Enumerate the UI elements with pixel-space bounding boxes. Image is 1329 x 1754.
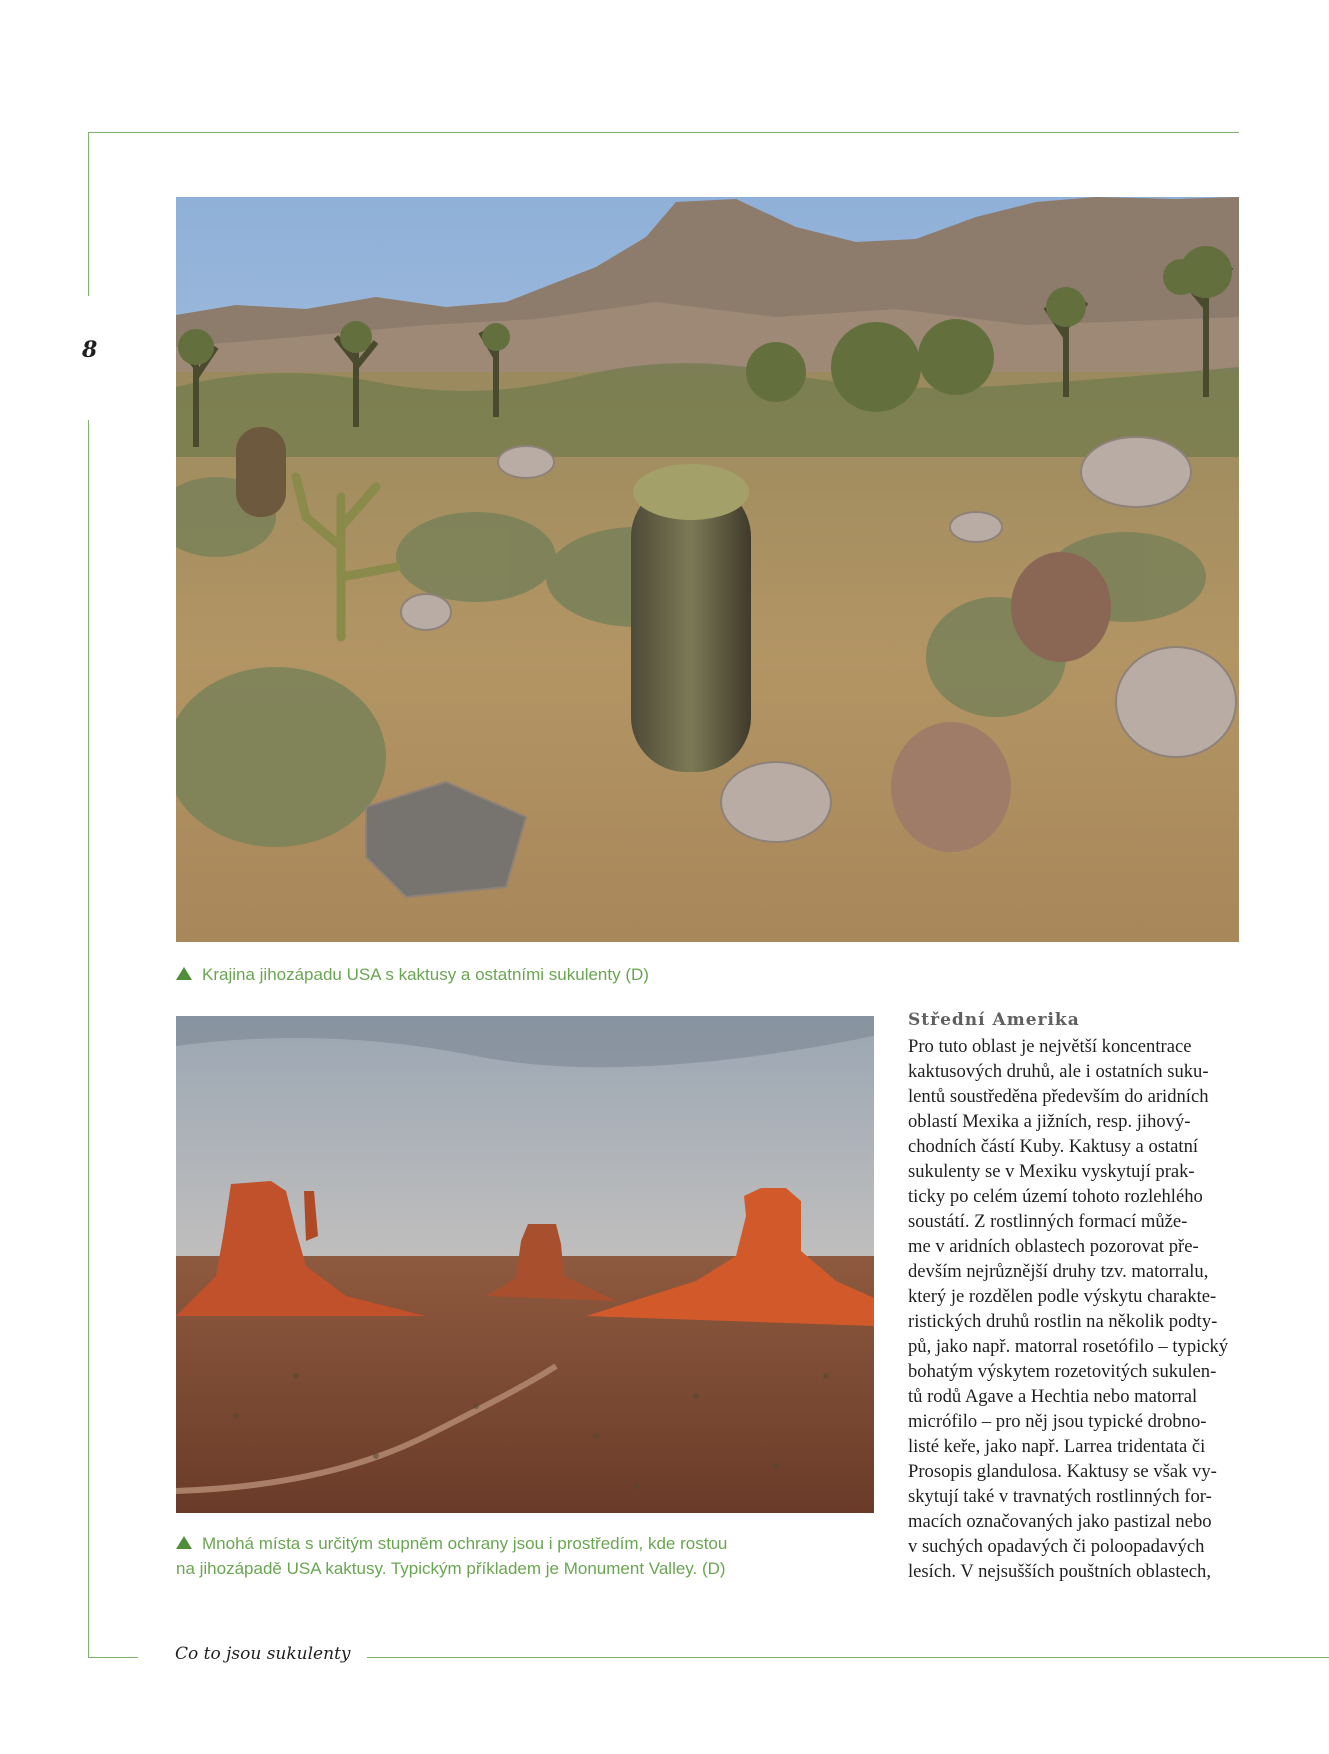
desert-landscape-photo: [176, 197, 1239, 942]
article-line: lentů soustředěna především do aridních: [908, 1086, 1209, 1107]
page-number: 8: [82, 337, 98, 363]
article-line: soustátí. Z rostlinných formací může-: [908, 1211, 1188, 1232]
article-line: devším nejrůznější druhy tzv. matorralu,: [908, 1261, 1209, 1282]
article-line: tů rodů Agave a Hechtia nebo matorral: [908, 1386, 1198, 1407]
article-line: kaktusových druhů, ale i ostatních suku-: [908, 1061, 1209, 1082]
bottom-rule-right: [367, 1657, 1329, 1658]
article-line: ristických druhů rostlin na několik podty-: [908, 1311, 1218, 1332]
article-line: lesích. V nejsušších pouštních oblastech,: [908, 1561, 1211, 1582]
caption-triangle-icon: [176, 1536, 192, 1549]
article-line: skytují také v travnatých rostlinných for-: [908, 1486, 1212, 1507]
article-line: ticky po celém území tohoto rozlehlého: [908, 1186, 1203, 1207]
article-line: bohatým výskytem rozetovitých sukulen-: [908, 1361, 1217, 1382]
article-line: který je rozdělen podle výskytu charakte-: [908, 1286, 1217, 1307]
article-body: [908, 1034, 1240, 1584]
article-line: v suchých opadavých či poloopadavých: [908, 1536, 1205, 1557]
monument-photo-caption: [176, 1531, 786, 1581]
article-line: chodních částí Kuby. Kaktusy a ostatní: [908, 1136, 1199, 1157]
caption-line-1: Mnohá místa s určitým stupněm ochrany jsou i prostředím, kde rostou: [202, 1534, 728, 1553]
article-line: pů, jako např. matorral rosetófilo – typický: [908, 1336, 1229, 1357]
left-rule-lower: [88, 420, 89, 1658]
article-line: me v aridních oblastech pozorovat pře-: [908, 1236, 1199, 1257]
article-line: micrófilo – pro něj jsou typické drobno-: [908, 1411, 1207, 1432]
article-heading: Střední Amerika: [908, 1010, 1080, 1030]
desert-photo-caption: [176, 962, 1176, 987]
article-line: oblastí Mexika a jižních, resp. jihový-: [908, 1111, 1191, 1132]
left-rule-upper: [88, 132, 89, 296]
article-line: sukulenty se v Mexiku vyskytují prak-: [908, 1161, 1195, 1182]
caption-text: Krajina jihozápadu USA s kaktusy a ostatními sukulenty (D): [202, 965, 649, 984]
bottom-rule-left: [88, 1657, 138, 1658]
monument-valley-photo: [176, 1016, 874, 1513]
caption-line-2: na jihozápadě USA kaktusy. Typickým příkladem je Monument Valley. (D): [176, 1559, 726, 1578]
top-rule: [88, 132, 1239, 133]
article-line: Pro tuto oblast je největší koncentrace: [908, 1036, 1192, 1057]
caption-triangle-icon: [176, 967, 192, 980]
running-footer-title: Co to jsou sukulenty: [175, 1644, 351, 1664]
article-line: listé keře, jako např. Larrea tridentata či: [908, 1436, 1206, 1457]
article-line: Prosopis glandulosa. Kaktusy se však vy-: [908, 1461, 1217, 1482]
article-line: macích označovaných jako pastizal nebo: [908, 1511, 1212, 1532]
